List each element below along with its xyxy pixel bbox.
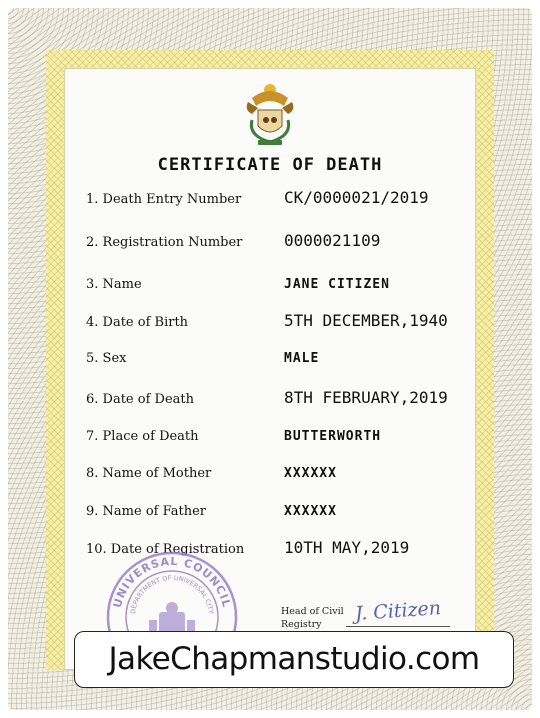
field-value: JANE CITIZEN (284, 277, 390, 292)
signature-line (346, 626, 450, 627)
field-value: 5TH DECEMBER,1940 (284, 311, 448, 330)
stamp-inner-text: DEPARTMENT OF UNIVERSAL CITY (129, 573, 215, 615)
field-value: MALE (284, 351, 320, 366)
stamp-outer-text: UNIVERSAL COUNCIL (110, 554, 234, 610)
field-sex (86, 345, 486, 373)
field-place-of-death (86, 423, 486, 451)
signature: J. Citizen (354, 597, 442, 625)
field-label: 3. Name (86, 277, 142, 292)
field-value: 0000021109 (284, 231, 381, 250)
field-name-of-mother (86, 460, 486, 488)
field-label: 7. Place of Death (86, 429, 199, 444)
field-name-of-father (86, 498, 486, 526)
coat-of-arms-emblem (240, 80, 300, 150)
field-label: 10. Date of Registration (86, 542, 245, 557)
field-value: XXXXXX (284, 504, 337, 519)
field-value: CK/0000021/2019 (284, 188, 429, 207)
certificate-title: CERTIFICATE OF DEATH (157, 155, 383, 175)
field-value: XXXXXX (284, 466, 337, 481)
field-label: 5. Sex (86, 351, 127, 366)
field-label: 8. Name of Mother (86, 466, 212, 481)
field-value: 10TH MAY,2019 (284, 538, 410, 557)
field-label: 9. Name of Father (86, 504, 206, 519)
field-value: 8TH FEBRUARY,2019 (284, 388, 448, 407)
field-death-entry-number (86, 186, 486, 214)
field-label: 1. Death Entry Number (86, 192, 242, 207)
field-label: 2. Registration Number (86, 235, 243, 250)
field-registration-number (86, 229, 486, 257)
field-date-of-death (86, 386, 486, 414)
signatory-title-line1: Head of Civil (281, 606, 344, 617)
signatory-title-line2: Registry (281, 619, 322, 630)
field-value: BUTTERWORTH (284, 429, 382, 444)
watermark-banner: JakeChapmanstudio.com (74, 631, 514, 688)
field-date-of-birth (86, 309, 486, 337)
field-name (86, 271, 486, 299)
field-label: 6. Date of Death (86, 392, 194, 407)
field-label: 4. Date of Birth (86, 315, 189, 330)
